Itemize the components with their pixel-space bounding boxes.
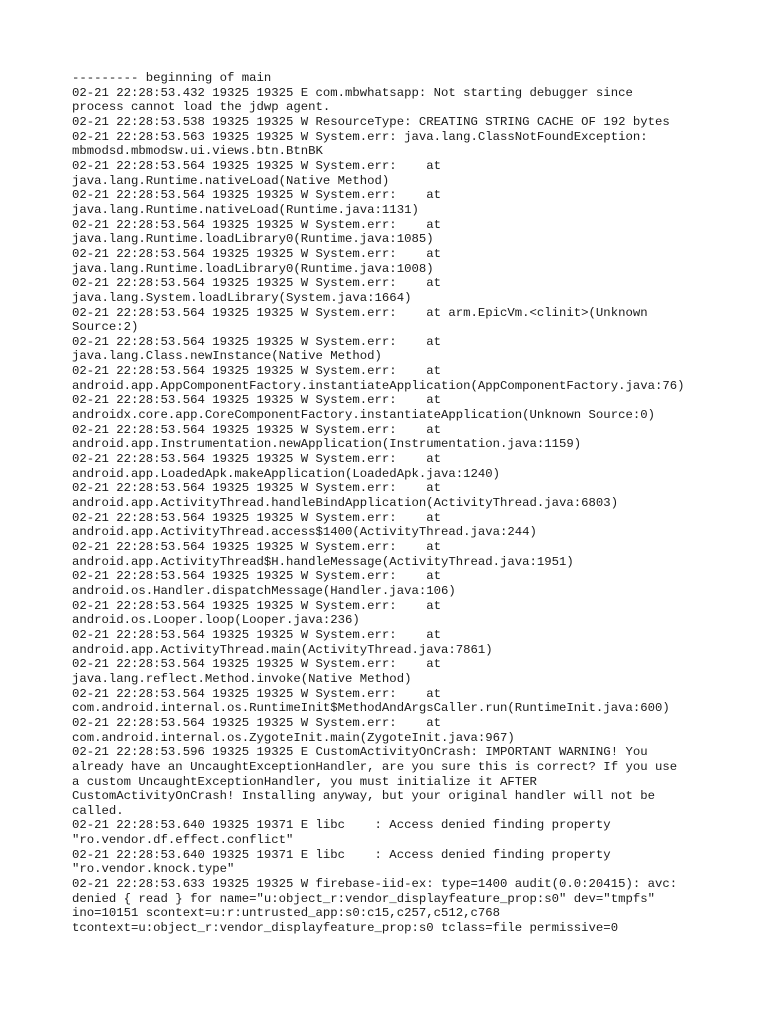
log-line: android.app.ActivityThread$H.handleMessage(ActivityThread.java:1951) xyxy=(72,554,574,569)
log-line: 02-21 22:28:53.564 19325 19325 W System.err: at xyxy=(72,217,441,232)
log-line: 02-21 22:28:53.564 19325 19325 W System.err: at xyxy=(72,657,441,672)
log-line: android.app.LoadedApk.makeApplication(LoadedApk.java:1240) xyxy=(72,466,501,481)
log-line: java.lang.System.loadLibrary(System.java:1664) xyxy=(72,290,412,305)
log-line: 02-21 22:28:53.564 19325 19325 W System.err: at xyxy=(72,481,441,496)
log-line: already have an UncaughtExceptionHandler, are you sure this is correct? If you use xyxy=(72,759,678,774)
log-line: 02-21 22:28:53.564 19325 19325 W System.err: at xyxy=(72,627,441,642)
log-line: android.app.ActivityThread.access$1400(ActivityThread.java:244) xyxy=(72,525,537,540)
log-line: android.app.Instrumentation.newApplication(Instrumentation.java:1159) xyxy=(72,437,582,452)
log-line: 02-21 22:28:53.564 19325 19325 W System.err: at xyxy=(72,686,441,701)
log-line: 02-21 22:28:53.538 19325 19325 W ResourceType: CREATING STRING CACHE OF 192 bytes xyxy=(72,114,670,129)
log-line: called. xyxy=(72,803,124,818)
log-line: 02-21 22:28:53.564 19325 19325 W System.err: at xyxy=(72,510,441,525)
log-line: 02-21 22:28:53.640 19325 19371 E libc : Access denied finding property xyxy=(72,847,611,862)
log-line: process cannot load the jdwp agent. xyxy=(72,100,331,115)
log-line: android.os.Looper.loop(Looper.java:236) xyxy=(72,613,360,628)
log-line: java.lang.Runtime.nativeLoad(Native Method) xyxy=(72,173,390,188)
log-line: android.app.AppComponentFactory.instantiateApplication(AppComponentFactory.java:76) xyxy=(72,378,685,393)
log-line: java.lang.Runtime.nativeLoad(Runtime.java:1131) xyxy=(72,202,419,217)
log-line: 02-21 22:28:53.564 19325 19325 W System.err: at xyxy=(72,276,441,291)
log-line: 02-21 22:28:53.564 19325 19325 W System.err: at xyxy=(72,422,441,437)
log-line: androidx.core.app.CoreComponentFactory.instantiateApplication(Unknown Source:0) xyxy=(72,408,655,423)
log-line: 02-21 22:28:53.564 19325 19325 W System.err: at xyxy=(72,364,441,379)
log-line: 02-21 22:28:53.564 19325 19325 W System.err: at xyxy=(72,569,441,584)
log-line: 02-21 22:28:53.640 19325 19371 E libc : Access denied finding property xyxy=(72,818,611,833)
log-line: 02-21 22:28:53.564 19325 19325 W System.err: at xyxy=(72,540,441,554)
log-line: java.lang.Runtime.loadLibrary0(Runtime.java:1085) xyxy=(72,232,434,247)
log-line: 02-21 22:28:53.564 19325 19325 W System.err: at xyxy=(72,598,441,613)
log-line: "ro.vendor.df.effect.conflict" xyxy=(72,833,294,848)
log-line: 02-21 22:28:53.564 19325 19325 W System.err: at xyxy=(72,452,441,467)
log-line: CustomActivityOnCrash! Installing anyway, but your original handler will not be xyxy=(72,789,655,804)
log-line: --------- beginning of main xyxy=(72,71,272,85)
log-line: android.app.ActivityThread.main(ActivityThread.java:7861) xyxy=(72,642,493,657)
log-line: 02-21 22:28:53.564 19325 19325 W System.err: at xyxy=(72,188,441,203)
log-line: java.lang.Class.newInstance(Native Method) xyxy=(72,349,382,364)
log-line: "ro.vendor.knock.type" xyxy=(72,862,235,877)
log-line: com.android.internal.os.ZygoteInit.main(ZygoteInit.java:967) xyxy=(72,730,515,745)
log-line: denied { read } for name="u:object_r:vendor_displayfeature_prop:s0" dev="tmpfs" xyxy=(72,891,655,906)
log-line: tcontext=u:object_r:vendor_displayfeature_prop:s0 tclass=file permissive=0 xyxy=(72,921,619,936)
log-line: 02-21 22:28:53.563 19325 19325 W System.err: java.lang.ClassNotFoundException: xyxy=(72,129,648,144)
log-line: com.android.internal.os.RuntimeInit$MethodAndArgsCaller.run(RuntimeInit.java:600) xyxy=(72,701,670,716)
log-line: ino=10151 scontext=u:r:untrusted_app:s0:c15,c257,c512,c768 xyxy=(72,906,501,921)
log-line: 02-21 22:28:53.564 19325 19325 W System.err: at xyxy=(72,246,441,261)
log-line: 02-21 22:28:53.596 19325 19325 E CustomActivityOnCrash: IMPORTANT WARNING! You xyxy=(72,745,648,760)
log-line: 02-21 22:28:53.564 19325 19325 W System.err: at xyxy=(72,158,441,173)
log-line: 02-21 22:28:53.564 19325 19325 W System.err: at xyxy=(72,715,441,730)
log-line: 02-21 22:28:53.633 19325 19325 W firebase-iid-ex: type=1400 audit(0.0:20415): avc: xyxy=(72,877,678,892)
log-line: java.lang.Runtime.loadLibrary0(Runtime.java:1008) xyxy=(72,261,434,276)
log-line: 02-21 22:28:53.432 19325 19325 E com.mbwhatsapp: Not starting debugger since xyxy=(72,85,633,100)
log-line: java.lang.reflect.Method.invoke(Native Method) xyxy=(72,671,412,686)
log-line: 02-21 22:28:53.564 19325 19325 W System.err: at arm.EpicVm.<clinit>(Unknown xyxy=(72,305,648,320)
log-line: mbmodsd.mbmodsw.ui.views.btn.BtnBK xyxy=(72,144,323,159)
log-line: Source:2) xyxy=(72,320,139,335)
log-line: 02-21 22:28:53.564 19325 19325 W System.err: at xyxy=(72,334,441,349)
log-line: 02-21 22:28:53.564 19325 19325 W System.err: at xyxy=(72,393,441,408)
log-line: android.os.Handler.dispatchMessage(Handler.java:106) xyxy=(72,583,456,598)
log-line: a custom UncaughtExceptionHandler, you must initialize it AFTER xyxy=(72,774,537,789)
log-line: android.app.ActivityThread.handleBindApplication(ActivityThread.java:6803) xyxy=(72,496,619,511)
logcat-text xyxy=(72,71,712,936)
